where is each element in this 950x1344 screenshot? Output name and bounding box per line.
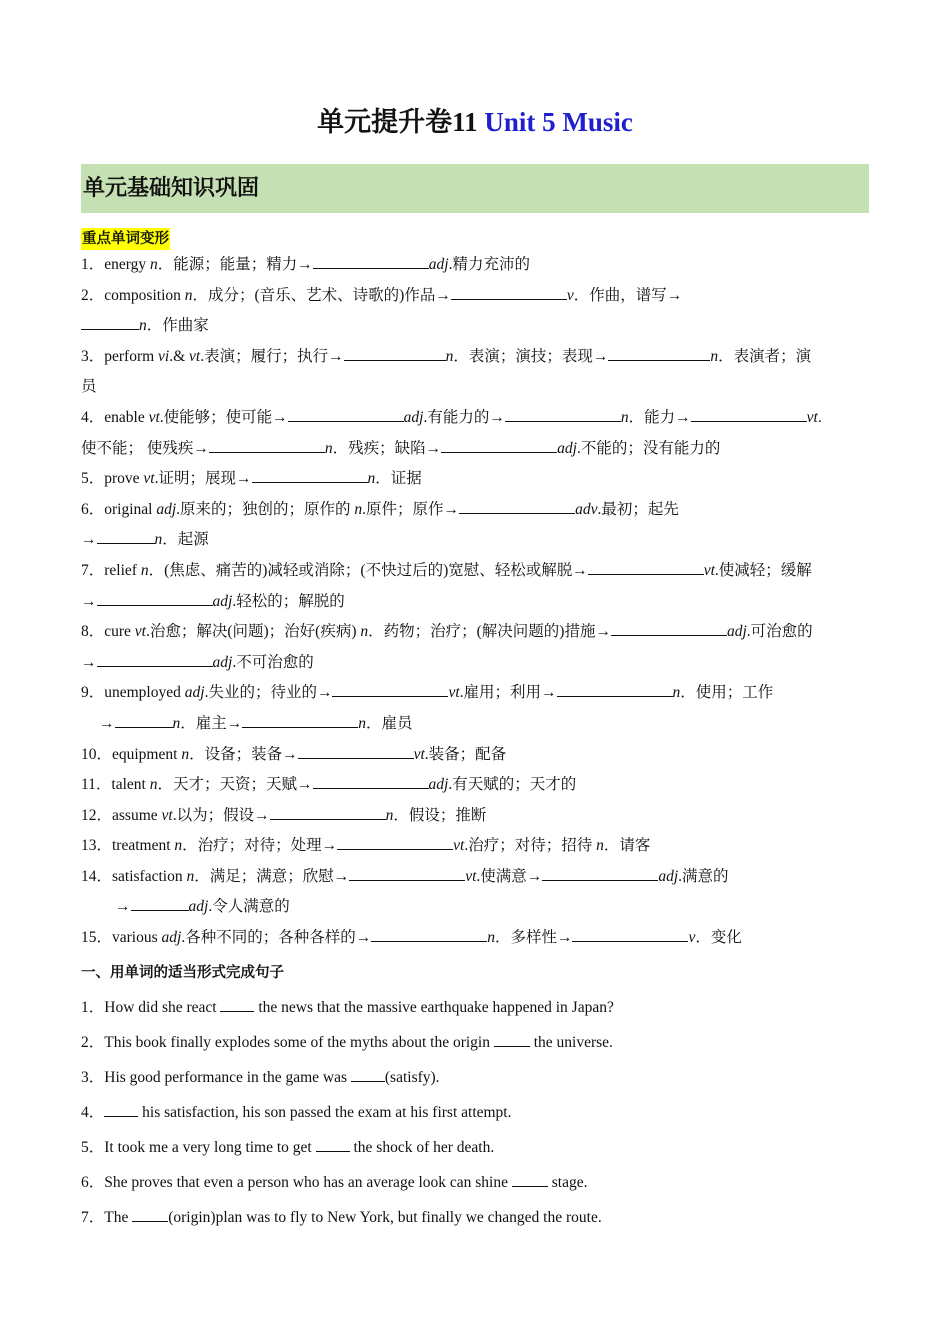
answer-blank[interactable] xyxy=(270,804,386,820)
answer-blank[interactable] xyxy=(298,743,414,759)
answer-blank[interactable] xyxy=(542,865,658,881)
answer-blank[interactable] xyxy=(611,620,727,636)
vocab-line-21: 14．satisfaction n．满足；满意；欣慰→ vt.使满意→ adj.满意的 xyxy=(81,862,869,893)
vocab-line-6: 4．enable vt.使能够；使可能→ adj.有能力的→ n．能力→ vt. xyxy=(81,403,869,434)
vocab-line-18: 11．talent n．天才；天资；天赋→ adj.有天赋的；天才的 xyxy=(81,770,869,801)
answer-blank[interactable] xyxy=(131,895,189,911)
answer-blank[interactable] xyxy=(588,559,704,575)
answer-blank[interactable] xyxy=(337,834,453,850)
title-en: Unit 5 Music xyxy=(484,107,633,137)
sentence-2: 2．This book finally explodes some of the myths about the origin the universe. xyxy=(81,1025,869,1060)
vocab-line-12: → adj.轻松的；解脱的 xyxy=(81,587,869,618)
answer-blank[interactable] xyxy=(97,651,213,667)
vocab-line-13: 8．cure vt.治愈；解决(问题)；治好(疾病) n．药物；治疗；(解决问题的)措施→ adj.可治愈的 xyxy=(81,617,869,648)
vocab-line-5: 员 xyxy=(81,378,97,396)
vocab-line-15: 9．unemployed adj.失业的；待业的→ vt.雇用；利用→ n．使用；工作 xyxy=(81,678,869,709)
answer-blank[interactable] xyxy=(313,253,429,269)
vocab-line-14: → adj.不可治愈的 xyxy=(81,648,869,679)
vocab-line-8: 5．prove vt.证明；展现→ n．证据 xyxy=(81,464,869,495)
answer-blank[interactable] xyxy=(459,498,575,514)
sentence-3: 3．His good performance in the game was (satisfy). xyxy=(81,1060,869,1095)
answer-blank[interactable] xyxy=(252,467,368,483)
answer-blank[interactable] xyxy=(557,681,673,697)
answer-blank[interactable] xyxy=(313,773,429,789)
answer-blank[interactable] xyxy=(505,406,621,422)
vocab-line-20: 13．treatment n．治疗；对待；处理→ vt.治疗；对待；招待 n．请客 xyxy=(81,831,869,862)
section-band: 单元基础知识巩固 xyxy=(81,164,869,213)
answer-blank[interactable] xyxy=(691,406,807,422)
page-title xyxy=(0,104,950,140)
answer-blank[interactable] xyxy=(494,1031,530,1047)
vocab-line-19: 12．assume vt.以为；假设→ n．假设；推断 xyxy=(81,801,869,832)
answer-blank[interactable] xyxy=(332,681,448,697)
sentence-1: 1．How did she react the news that the massive earthquake happened in Japan? xyxy=(81,990,869,1025)
vocab-heading: 重点单词变形 xyxy=(81,228,170,250)
vocab-line-1: 1．energy n．能源；能量；精力→ adj.精力充沛的 xyxy=(81,250,869,281)
answer-blank[interactable] xyxy=(209,437,325,453)
vocab-heading-row xyxy=(81,228,869,250)
vocab-line-2: 2．composition n．成分；(音乐、艺术、诗歌的)作品→ v．作曲，谱写→ xyxy=(81,281,869,312)
sentence-5: 5．It took me a very long time to get the shock of her death. xyxy=(81,1130,869,1165)
exercise-heading: 一、用单词的适当形式完成句子 xyxy=(81,964,284,981)
vocab-line-17: 10．equipment n．设备；装备→ vt.装备；配备 xyxy=(81,740,869,771)
answer-blank[interactable] xyxy=(97,590,213,606)
answer-blank[interactable] xyxy=(371,926,487,942)
vocab-line-3: n．作曲家 xyxy=(81,311,869,342)
sentence-7: 7．The (origin)plan was to fly to New York, but finally we changed the route. xyxy=(81,1200,869,1235)
vocab-line-4: 3．perform vi.& vt.表演；履行；执行→ n．表演；演技；表现→ n．表演者；演 xyxy=(81,342,869,373)
worksheet-content xyxy=(81,228,869,1235)
answer-blank[interactable] xyxy=(97,528,155,544)
answer-blank[interactable] xyxy=(451,284,567,300)
answer-blank[interactable] xyxy=(132,1206,168,1222)
vocab-line-11: 7．relief n．(焦虑、痛苦的)减轻或消除；(不快过后的)宽慰、轻松或解脱→ vt.使减轻；缓解 xyxy=(81,556,869,587)
vocab-line-22: → adj.令人满意的 xyxy=(81,892,869,923)
answer-blank[interactable] xyxy=(608,345,710,361)
answer-blank[interactable] xyxy=(572,926,688,942)
vocab-line-9: 6．original adj.原来的；独创的；原作的 n.原件；原作→ adv.最初；起先 xyxy=(81,495,869,526)
answer-blank[interactable] xyxy=(242,712,358,728)
answer-blank[interactable] xyxy=(349,865,465,881)
answer-blank[interactable] xyxy=(81,314,139,330)
answer-blank[interactable] xyxy=(512,1171,548,1187)
answer-blank[interactable] xyxy=(115,712,173,728)
answer-blank[interactable] xyxy=(288,406,404,422)
vocab-line-7: 使不能； 使残疾→ n．残疾；缺陷→ adj.不能的；没有能力的 xyxy=(81,434,869,465)
title-cn: 单元提升卷11 xyxy=(317,107,485,137)
answer-blank[interactable] xyxy=(344,345,446,361)
answer-blank[interactable] xyxy=(351,1066,385,1082)
vocab-line-23: 15．various adj.各种不同的；各种各样的→ n．多样性→ v．变化 xyxy=(81,923,869,954)
sentence-6: 6．She proves that even a person who has an average look can shine stage. xyxy=(81,1165,869,1200)
answer-blank[interactable] xyxy=(220,996,254,1012)
vocab-line-16: → n．雇主→ n．雇员 xyxy=(81,709,869,740)
vocab-line-10: → n．起源 xyxy=(81,525,869,556)
sentence-4: 4． his satisfaction, his son passed the exam at his first attempt. xyxy=(81,1095,869,1130)
answer-blank[interactable] xyxy=(441,437,557,453)
answer-blank[interactable] xyxy=(316,1136,350,1152)
answer-blank[interactable] xyxy=(104,1101,138,1117)
